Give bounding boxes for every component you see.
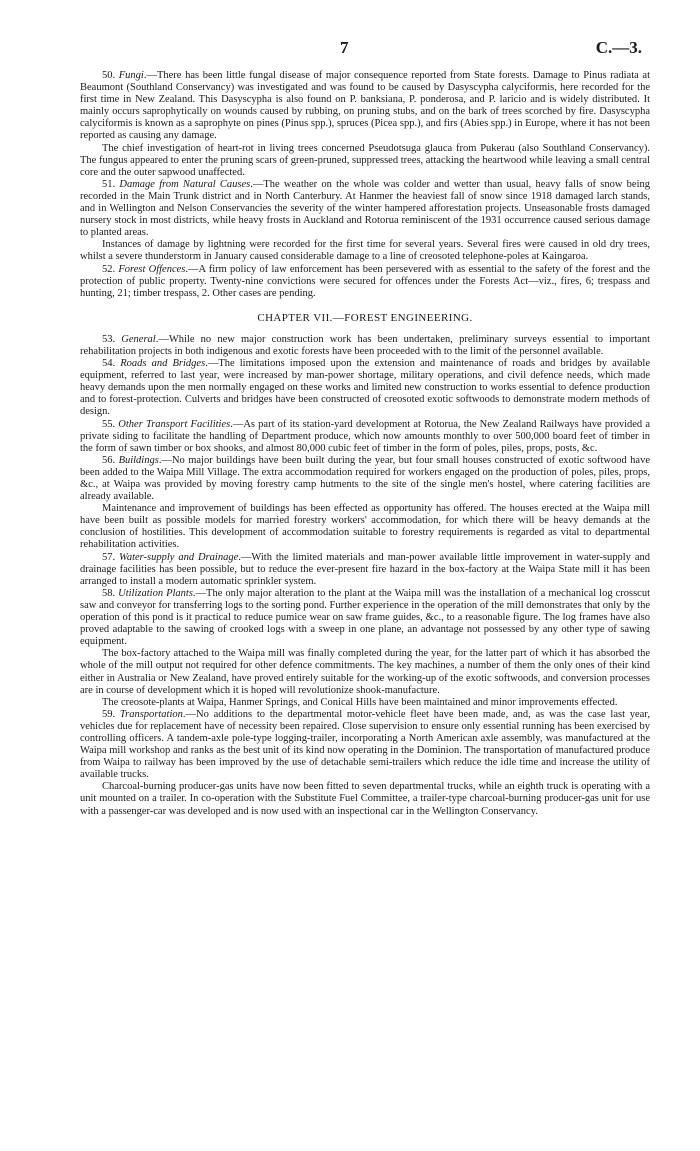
paragraph-text: .—There has been little fungal disease of major consequence reported from State forests. Damage to Pinus radiata at Beaumont (Southland Conservancy) was investigated and was found to be caused by Dasyscypha calyciformis, here recorded for the first time in New Zealand. This Dasyscypha is also found on P. banksiana, P. ponderosa, and P. laricio and is widely distributed. It mainly occurs saprophytically on wounds caused by rubbing, on pruning stubs, and on the bark of trees scorched by fire. Dasyscypha calyciformis is known as a saprophyte on pines (Pinus spp.), spruces (Picea spp.), and firs (Abies spp.) in Europe, where it has not been reported as causing any damage. (80, 70, 651, 142)
paragraph-text: .—The weather on the whole was colder and wetter than usual, heavy falls of snow being recorded in the Main Trunk district and in North Canterbury. At Hanmer the heaviest fall of snow since 1918 damaged larch stands, and in Wellington and Nelson Conservancies the severity of the winter hampered afforestation projects. Unseasonable frosts damaged nursery stock in most districts, while heavy frosts in Auckland and Rotorua reminiscent of the 1931 occurrence caused serious damage to planted areas. (80, 178, 650, 239)
paragraph (80, 419, 650, 455)
paragraph (80, 781, 650, 817)
paragraph-text: .—No major buildings have been built during the year, but four small houses constructed of exotic softwood have been added to the Waipa Mill Village. The extra accommodation required for workers engaged on the production of poles, piles, props, &c., at Waipa was provided by moving forestry camp hutments to the site of the single men's hostel, where catering facilities are already available. (80, 454, 651, 503)
paragraph-title: Buildings (118, 454, 159, 466)
paragraph-title: Forest Offences (118, 263, 186, 275)
paragraph (80, 588, 650, 648)
paragraph-number: 51. (102, 178, 120, 190)
paragraph (80, 552, 650, 588)
paragraph-text: .—No additions to the departmental motor-vehicle fleet have been made, and, as was the case last year, vehicles due for replacement have of necessity been repaired. Close supervision to ensure only essential running has been exercised by controlling officers. A tandem-axle pole-type logging-trailer, incorporating a North American axle assembly, was manufactured at the Waipa mill workshop and ranks as the best unit of its kind now operating in the Dominion. The transportation of manufactured produce from Waipa to railway has been improved by the use of detachable semi-trailers which reduce the idle time and increase the utility of available trucks. (80, 708, 650, 781)
paragraph-number: 53. (102, 333, 122, 345)
paragraph-title: Transportation (119, 708, 183, 720)
paragraph-text: .—While no new major construction work has been undertaken, preliminary surveys essential to important rehabilitation projects in both indigenous and exotic forests have been proceeded with to the limit of the personnel available. (80, 333, 650, 357)
paragraph (80, 697, 650, 709)
paragraph-text: Instances of damage by lightning were recorded for the first time for several years. Several fires were caused in old dry trees, whilst a severe thunderstorm in January caused considerable damage to a line of creosoted telephone-poles at Kaingaroa. (80, 239, 650, 263)
paragraph-text: .—The limitations imposed upon the extension and maintenance of roads and bridges by available equipment, referred to last year, were increased by man-power shortage, military operations, and civil defence needs, which made heavy demands upon the men normally engaged on these works and limited new construction to works essential to defence production and to forest-protection. Culverts and bridges have been constructed of creosoted exotic softwoods to demonstrate modern methods of design. (80, 358, 651, 418)
paragraph-title: Other Transport Facilities (118, 418, 231, 430)
paragraph-text: Charcoal-burning producer-gas units have now been fitted to seven departmental trucks, while an eighth truck is operating with a unit mounted on a trailer. In co-operation with the Substitute Fuel Committee, a trailer-type charcoal-burning producer-gas unit for use with a passenger-car was developed and is now used with an inspectional car in the Wellington Conservancy. (80, 781, 650, 817)
paragraph-title: Damage from Natural Causes (119, 178, 251, 190)
paragraph (80, 358, 650, 418)
paragraph-text: The creosote-plants at Waipa, Hanmer Springs, and Conical Hills have been maintained and minor improvements effected. (102, 696, 618, 708)
paragraph-text: .—A firm policy of law enforcement has been persevered with as essential to the safety of the forest and the protection of public property. Twenty-nine convictions were secured for offences under the Forests Act—viz., fires, 6; trespass and hunting, 21; timber trespass, 2. Other cases are pending. (80, 263, 650, 299)
page-number: 7 (340, 38, 349, 57)
paragraph (80, 455, 650, 503)
paragraph-text: The chief investigation of heart-rot in living trees concerned Pseudotsuga glauca from Pukerau (also Southland Conservancy). The fungus appeared to enter the pruning scars of green-pruned, suppressed trees, attacking the heartwood while leaving a small central core and the outer sapwood unaffected. (80, 142, 650, 178)
paragraph (80, 503, 650, 551)
paragraph-title: General (121, 333, 156, 345)
paragraph-title: Roads and Bridges (120, 358, 206, 370)
paragraph-text: .—With the limited materials and man-power available little improvement in water-supply and drainage facilities has been possible, but to reduce the ever-present fire hazard in the box-factory at the Waipa State mill it has been arranged to install a modern automatic sprinkler system. (80, 551, 650, 587)
paragraph-text: .—As part of its station-yard development at Rotorua, the New Zealand Railways have provided a private siding to facilitate the handling of Department produce, which now amounts monthly to over 500,000 board feet of timber in the form of sawn timber or box shooks, and almost 80,000 cubic feet of timber in the form of poles, piles, props, posts, &c. (80, 418, 651, 454)
paragraph (80, 239, 650, 263)
paragraph-title: Water-supply and Drainage (119, 551, 239, 563)
paragraph-number: 59. (102, 708, 120, 720)
paragraph-number: 57. (102, 551, 120, 563)
section-forest-engineering (80, 334, 650, 818)
paragraph-number: 54. (102, 358, 121, 370)
paragraph-number: 58. (102, 587, 119, 599)
paragraph-text: The box-factory attached to the Waipa mill was finally completed during the year, for the latter part of which it has absorbed the whole of the mill output not required for other defence commitments. The key machines, a number of them the only ones of their kind either in Australia or New Zealand, have proved entirely suitable for the working-up of the exotic softwoods, and conversion processes are in course of development which it is hoped will revolutionize shook-manufacture. (80, 648, 650, 696)
paragraph (80, 264, 650, 300)
paragraph (80, 648, 650, 696)
paragraph-title: Fungi (118, 70, 144, 81)
paragraph (80, 70, 650, 143)
page-header (0, 38, 700, 58)
section-forest-protection (80, 70, 650, 300)
chapter-heading: CHAPTER VII.—FOREST ENGINEERING. (257, 311, 473, 324)
report-reference: C.—3. (595, 38, 642, 57)
document-body (80, 70, 650, 818)
paragraph-number: 56. (102, 454, 119, 466)
paragraph (80, 143, 650, 179)
paragraph-number: 50. (102, 70, 119, 81)
paragraph (80, 334, 650, 358)
paragraph-number: 52. (102, 263, 119, 275)
paragraph-text: .—The only major alteration to the plant at the Waipa mill was the installation of a mechanical log crosscut saw and conveyor for transferring logs to the sorting pond. Further experience in the operation of the mill demonstrates that only by the operation of this pond is it practical to reduce pumice wear on saw frame guides, &c., to a reasonable figure. The log frames have also proved adaptable to the sawing of crooked logs with a sweep in one plane, an advantage not possessed by any other type of sawing equipment. (80, 587, 650, 648)
paragraph-title: Utilization Plants (118, 587, 193, 599)
paragraph-number: 55. (102, 418, 119, 430)
paragraph-text: Maintenance and improvement of buildings has been effected as opportunity has offered. The houses erected at the Waipa mill have been built as possible models for married forestry workers' accommodation, for which there will be heavy demands at the conclusion of hostilities. This development of accommodation suitable to forestry requirements is regarded as vital to departmental rehabilitation activities. (80, 503, 650, 551)
paragraph (80, 709, 650, 782)
paragraph (80, 179, 650, 239)
